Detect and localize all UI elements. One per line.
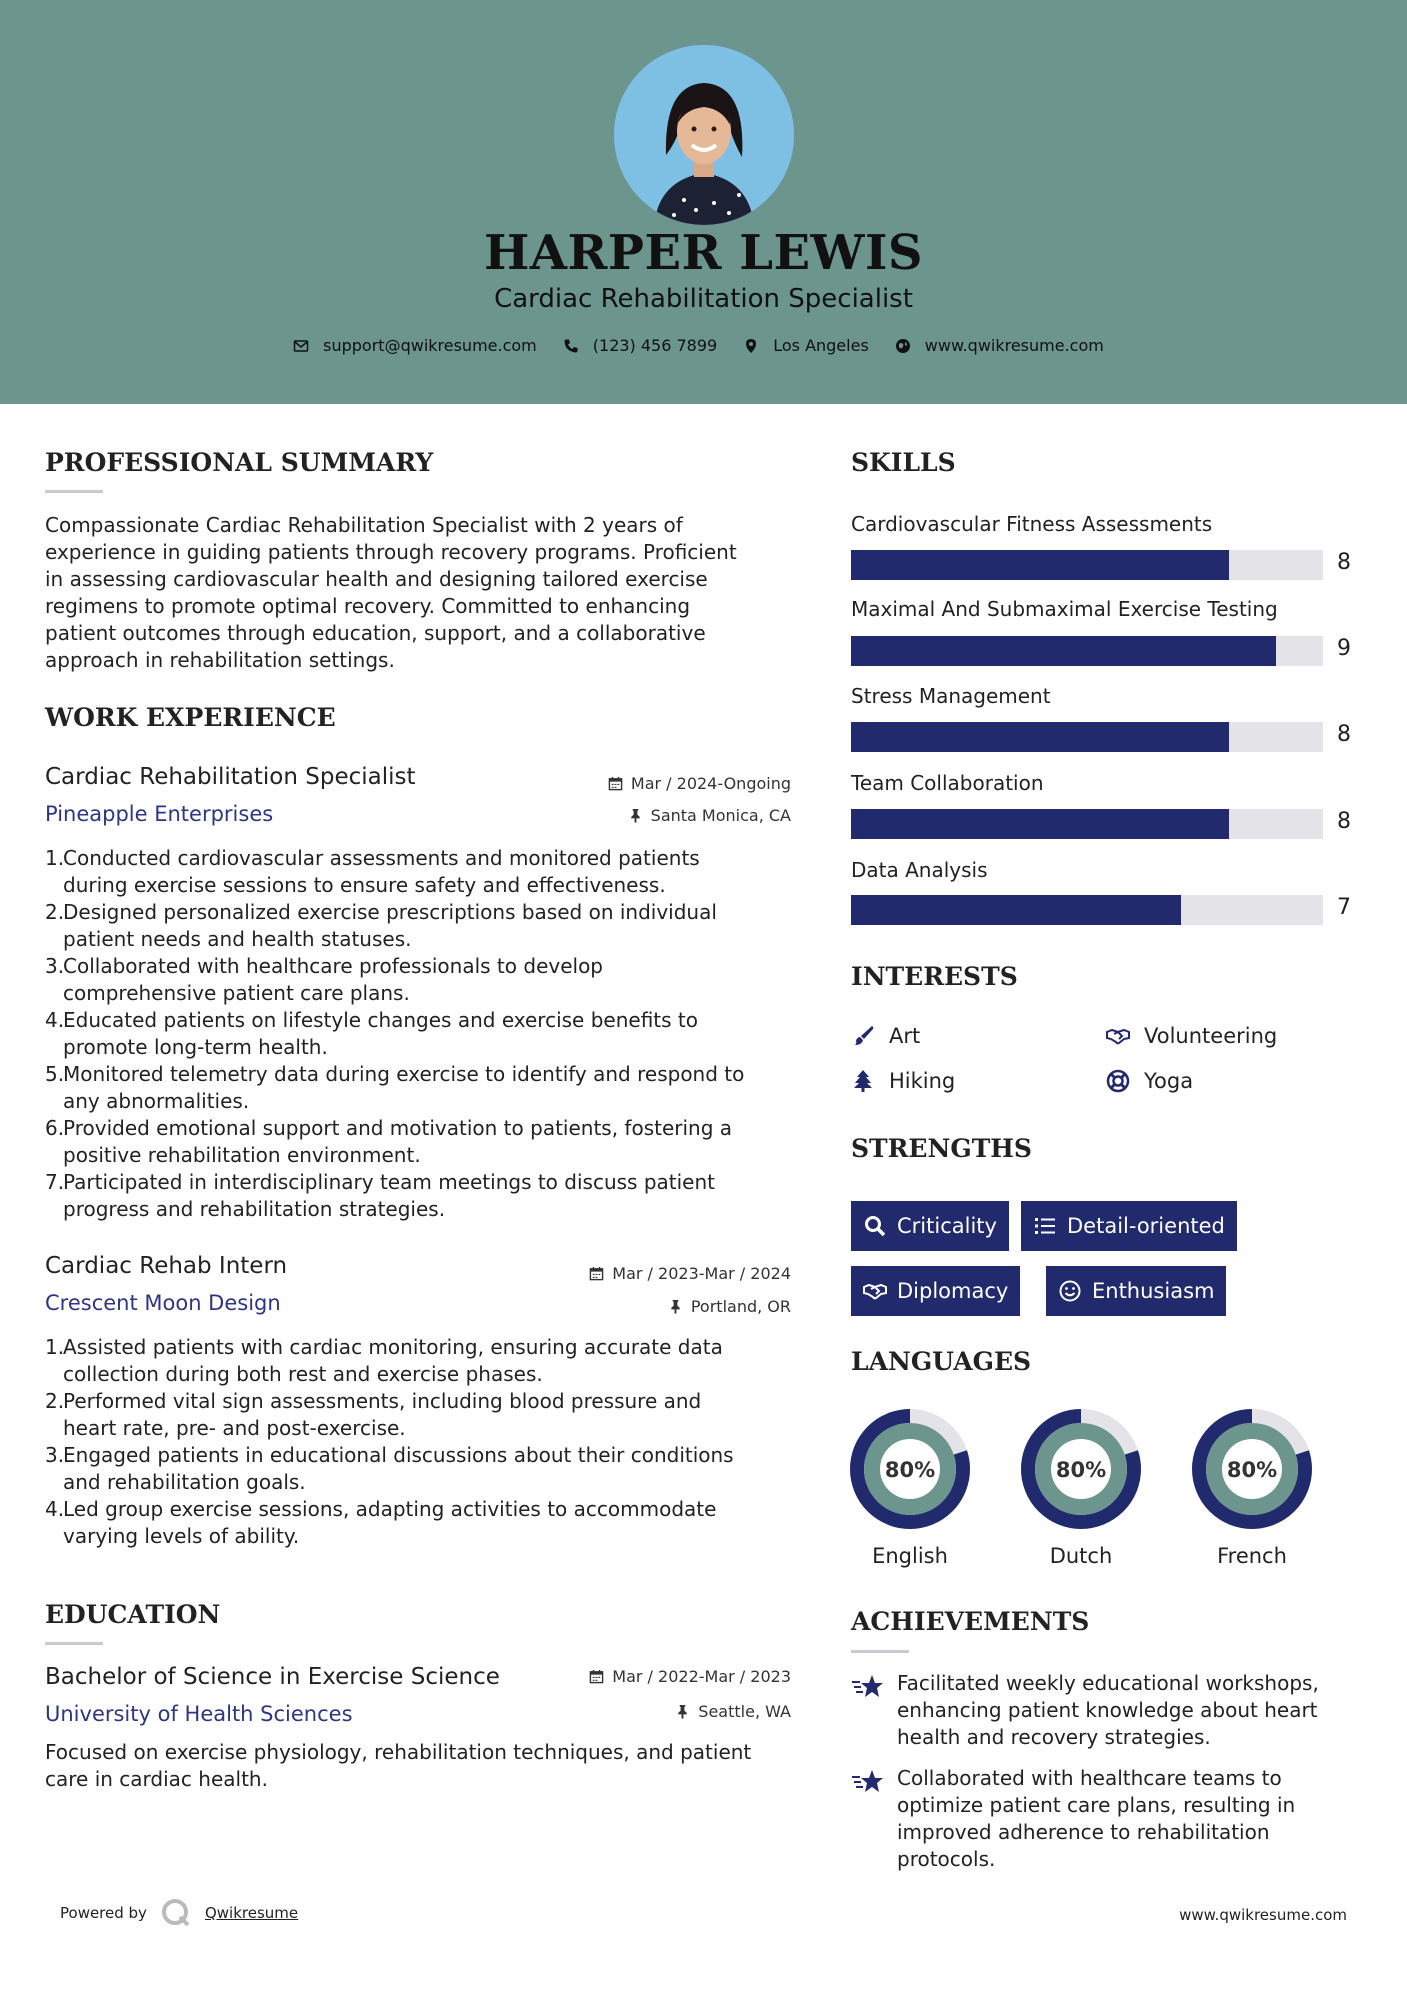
- job-location: [668, 1297, 791, 1316]
- interest-item: [851, 1069, 955, 1093]
- skill-bar-fill: [851, 636, 1276, 666]
- skill-level: 7: [1337, 895, 1351, 920]
- interest-item: [1106, 1069, 1193, 1093]
- lifebuoy-icon: [1106, 1069, 1130, 1093]
- list-item: 1. Conducted cardiovascular assessments and monitored patients during exercise sessions to ensure safety and effectiveness.: [45, 846, 700, 897]
- location-text: Los Angeles: [773, 336, 869, 355]
- resume-header: [0, 0, 1407, 404]
- education-dates-text: Mar / 2022-Mar / 2023: [612, 1667, 791, 1686]
- skill-level: 9: [1337, 636, 1351, 661]
- candidate-name: HARPER LEWIS: [483, 225, 924, 281]
- list-item: 4. Led group exercise sessions, adapting activities to accommodate varying levels of ability.: [45, 1497, 717, 1548]
- skill-level: 8: [1337, 722, 1351, 747]
- skill-bar-fill: [851, 809, 1229, 839]
- language-ring: [1020, 1408, 1142, 1530]
- education-description: [45, 1739, 805, 1793]
- powered-by-text: Powered by: [60, 1904, 147, 1922]
- phone-icon: [563, 338, 579, 354]
- strength-chip: [1046, 1266, 1226, 1316]
- list-item: 2. Designed personalized exercise prescriptions based on individual patient needs and health statuses.: [45, 900, 717, 951]
- achievement-line: enhancing patient knowledge about heart: [897, 1698, 1318, 1722]
- job-company[interactable]: Crescent Moon Design: [45, 1291, 281, 1315]
- skill-label: Cardiovascular Fitness Assessments: [851, 512, 1213, 536]
- achievement-line: health and recovery strategies.: [897, 1725, 1211, 1749]
- summary-line: in assessing cardiovascular health and designing tailored exercise: [45, 567, 708, 591]
- summary-line: approach in rehabilitation settings.: [45, 648, 395, 672]
- footer-website-link[interactable]: www.qwikresume.com: [1179, 1906, 1347, 1924]
- language-ring: [1191, 1408, 1313, 1530]
- summary-rule: [45, 490, 103, 493]
- list-icon: [1033, 1214, 1057, 1238]
- qwikresume-logo-icon: [161, 1898, 191, 1928]
- achievement-line: Facilitated weekly educational workshops,: [897, 1671, 1319, 1695]
- skill-label: Team Collaboration: [851, 771, 1044, 795]
- language-percent-label: 80%: [884, 1458, 936, 1482]
- list-item: 6. Provided emotional support and motivation to patients, fostering a positive rehabilitation environment.: [45, 1116, 733, 1167]
- email-text: support@qwikresume.com: [323, 336, 537, 355]
- phone-text: (123) 456 7899: [592, 336, 718, 355]
- job-title: Cardiac Rehabilitation Specialist: [45, 764, 416, 790]
- summary-text: [45, 512, 805, 674]
- skill-bar-fill: [851, 895, 1181, 925]
- degree-title: Bachelor of Science in Exercise Science: [45, 1664, 500, 1690]
- strengths-heading: STRENGTHS: [851, 1134, 1032, 1163]
- star-award-icon: [851, 1767, 885, 1797]
- language-percent-label: 80%: [1226, 1458, 1278, 1482]
- interest-label: Yoga: [1144, 1069, 1194, 1093]
- education-description-line: Focused on exercise physiology, rehabilitation techniques, and patient: [45, 1740, 752, 1764]
- school-name[interactable]: University of Health Sciences: [45, 1702, 353, 1726]
- calendar-icon: [589, 1669, 604, 1684]
- smile-icon: [1058, 1279, 1082, 1303]
- list-item: 1. Assisted patients with cardiac monitoring, ensuring accurate data collection during both rest and exercise phases.: [45, 1335, 723, 1386]
- interest-label: Art: [889, 1024, 921, 1048]
- list-item: 5. Monitored telemetry data during exercise to identify and respond to any abnormalities.: [45, 1062, 745, 1113]
- achievement-line: Collaborated with healthcare teams to: [897, 1766, 1282, 1790]
- footer-brand-link[interactable]: Qwikresume: [204, 1904, 299, 1922]
- interest-label: Volunteering: [1144, 1024, 1278, 1048]
- strength-chip: [851, 1201, 1009, 1251]
- summary-line: patient outcomes through education, support, and a collaborative: [45, 621, 706, 645]
- pushpin-icon: [675, 1704, 690, 1719]
- skill-label: Maximal And Submaximal Exercise Testing: [851, 597, 1278, 621]
- calendar-icon: [608, 776, 623, 791]
- envelope-icon: [293, 338, 309, 354]
- contact-location: [743, 336, 869, 355]
- education-dates: [589, 1667, 791, 1686]
- languages-heading: LANGUAGES: [851, 1347, 1032, 1376]
- contact-bar: [0, 336, 1407, 355]
- language-percent-label: 80%: [1055, 1458, 1107, 1482]
- job-bullets: [45, 845, 805, 1223]
- map-pin-icon: [743, 338, 759, 354]
- strength-label: Criticality: [897, 1214, 997, 1238]
- skill-bar: [851, 550, 1323, 580]
- list-item: 3. Engaged patients in educational discussions about their conditions and rehabilitation goals.: [45, 1443, 734, 1494]
- interest-item: [851, 1024, 920, 1048]
- language-name: French: [1217, 1544, 1287, 1568]
- achievement-item: [851, 1765, 1371, 1873]
- strength-chip: [1021, 1201, 1237, 1251]
- achievements-heading: ACHIEVEMENTS: [851, 1607, 1090, 1636]
- job-dates: [589, 1264, 791, 1283]
- strength-chip: [851, 1266, 1020, 1316]
- language-name: English: [872, 1544, 948, 1568]
- skill-level: 8: [1337, 550, 1351, 575]
- summary-line: Compassionate Cardiac Rehabilitation Specialist with 2 years of: [45, 513, 683, 537]
- interest-label: Hiking: [889, 1069, 956, 1093]
- pushpin-icon: [668, 1299, 683, 1314]
- experience-heading: WORK EXPERIENCE: [45, 703, 336, 732]
- achievement-line: protocols.: [897, 1847, 996, 1871]
- calendar-icon: [589, 1266, 604, 1281]
- job-location-text: Portland, OR: [690, 1297, 791, 1316]
- job-dates-text: Mar / 2024-Ongoing: [630, 774, 791, 793]
- education-location-text: Seattle, WA: [698, 1702, 791, 1721]
- skill-bar: [851, 895, 1323, 925]
- interests-heading: INTERESTS: [851, 962, 1018, 991]
- tree-icon: [851, 1069, 875, 1093]
- contact-email[interactable]: [293, 336, 537, 355]
- achievements-rule: [851, 1650, 909, 1653]
- brush-icon: [851, 1024, 875, 1048]
- education-location: [675, 1702, 791, 1721]
- job-dates-text: Mar / 2023-Mar / 2024: [612, 1264, 791, 1283]
- strength-label: Detail-oriented: [1067, 1214, 1225, 1238]
- skill-label: Data Analysis: [851, 858, 988, 882]
- education-rule: [45, 1642, 103, 1645]
- summary-line: experience in guiding patients through recovery programs. Proficient: [45, 540, 737, 564]
- list-item: 4. Educated patients on lifestyle changes and exercise benefits to promote long-term health.: [45, 1008, 698, 1059]
- search-icon: [863, 1214, 887, 1238]
- education-heading: EDUCATION: [45, 1600, 221, 1629]
- skill-bar: [851, 636, 1323, 666]
- strength-label: Enthusiasm: [1092, 1279, 1215, 1303]
- job-title: Cardiac Rehab Intern: [45, 1253, 288, 1279]
- website-text: www.qwikresume.com: [924, 336, 1104, 355]
- contact-website[interactable]: [895, 336, 1104, 355]
- skills-heading: SKILLS: [851, 448, 956, 477]
- contact-phone[interactable]: [563, 336, 717, 355]
- achievement-text: [897, 1670, 1319, 1751]
- job-location: [628, 806, 791, 825]
- profile-photo: [614, 45, 794, 225]
- job-dates: [608, 774, 791, 793]
- skill-bar-fill: [851, 722, 1229, 752]
- job-bullets: [45, 1334, 805, 1550]
- star-award-icon: [851, 1672, 885, 1702]
- strength-label: Diplomacy: [897, 1279, 1009, 1303]
- achievement-line: improved adherence to rehabilitation: [897, 1820, 1270, 1844]
- achievement-line: optimize patient care plans, resulting in: [897, 1793, 1296, 1817]
- job-company[interactable]: Pineapple Enterprises: [45, 802, 274, 826]
- achievement-item: [851, 1670, 1371, 1751]
- footer-powered-by: [60, 1898, 298, 1928]
- summary-line: regimens to promote optimal recovery. Committed to enhancing: [45, 594, 691, 618]
- globe-icon: [895, 338, 911, 354]
- handshake-icon: [1106, 1024, 1130, 1048]
- skill-bar-fill: [851, 550, 1229, 580]
- job-location-text: Santa Monica, CA: [650, 806, 791, 825]
- language-name: Dutch: [1049, 1544, 1113, 1568]
- list-item: 2. Performed vital sign assessments, including blood pressure and heart rate, pre- and post-exercise.: [45, 1389, 702, 1440]
- pushpin-icon: [628, 808, 643, 823]
- list-item: 7. Participated in interdisciplinary team meetings to discuss patient progress and rehabilitation strategies.: [45, 1170, 715, 1221]
- list-item: 3. Collaborated with healthcare professionals to develop comprehensive patient care plans.: [45, 954, 603, 1005]
- skill-bar: [851, 809, 1323, 839]
- education-description-line: care in cardiac health.: [45, 1767, 268, 1791]
- skill-label: Stress Management: [851, 684, 1051, 708]
- achievement-text: [897, 1765, 1295, 1873]
- candidate-title: Cardiac Rehabilitation Specialist: [494, 284, 913, 314]
- skill-level: 8: [1337, 809, 1351, 834]
- summary-heading: PROFESSIONAL SUMMARY: [45, 448, 434, 477]
- handshake-icon: [863, 1279, 887, 1303]
- interest-item: [1106, 1024, 1277, 1048]
- skill-bar: [851, 722, 1323, 752]
- language-ring: [849, 1408, 971, 1530]
